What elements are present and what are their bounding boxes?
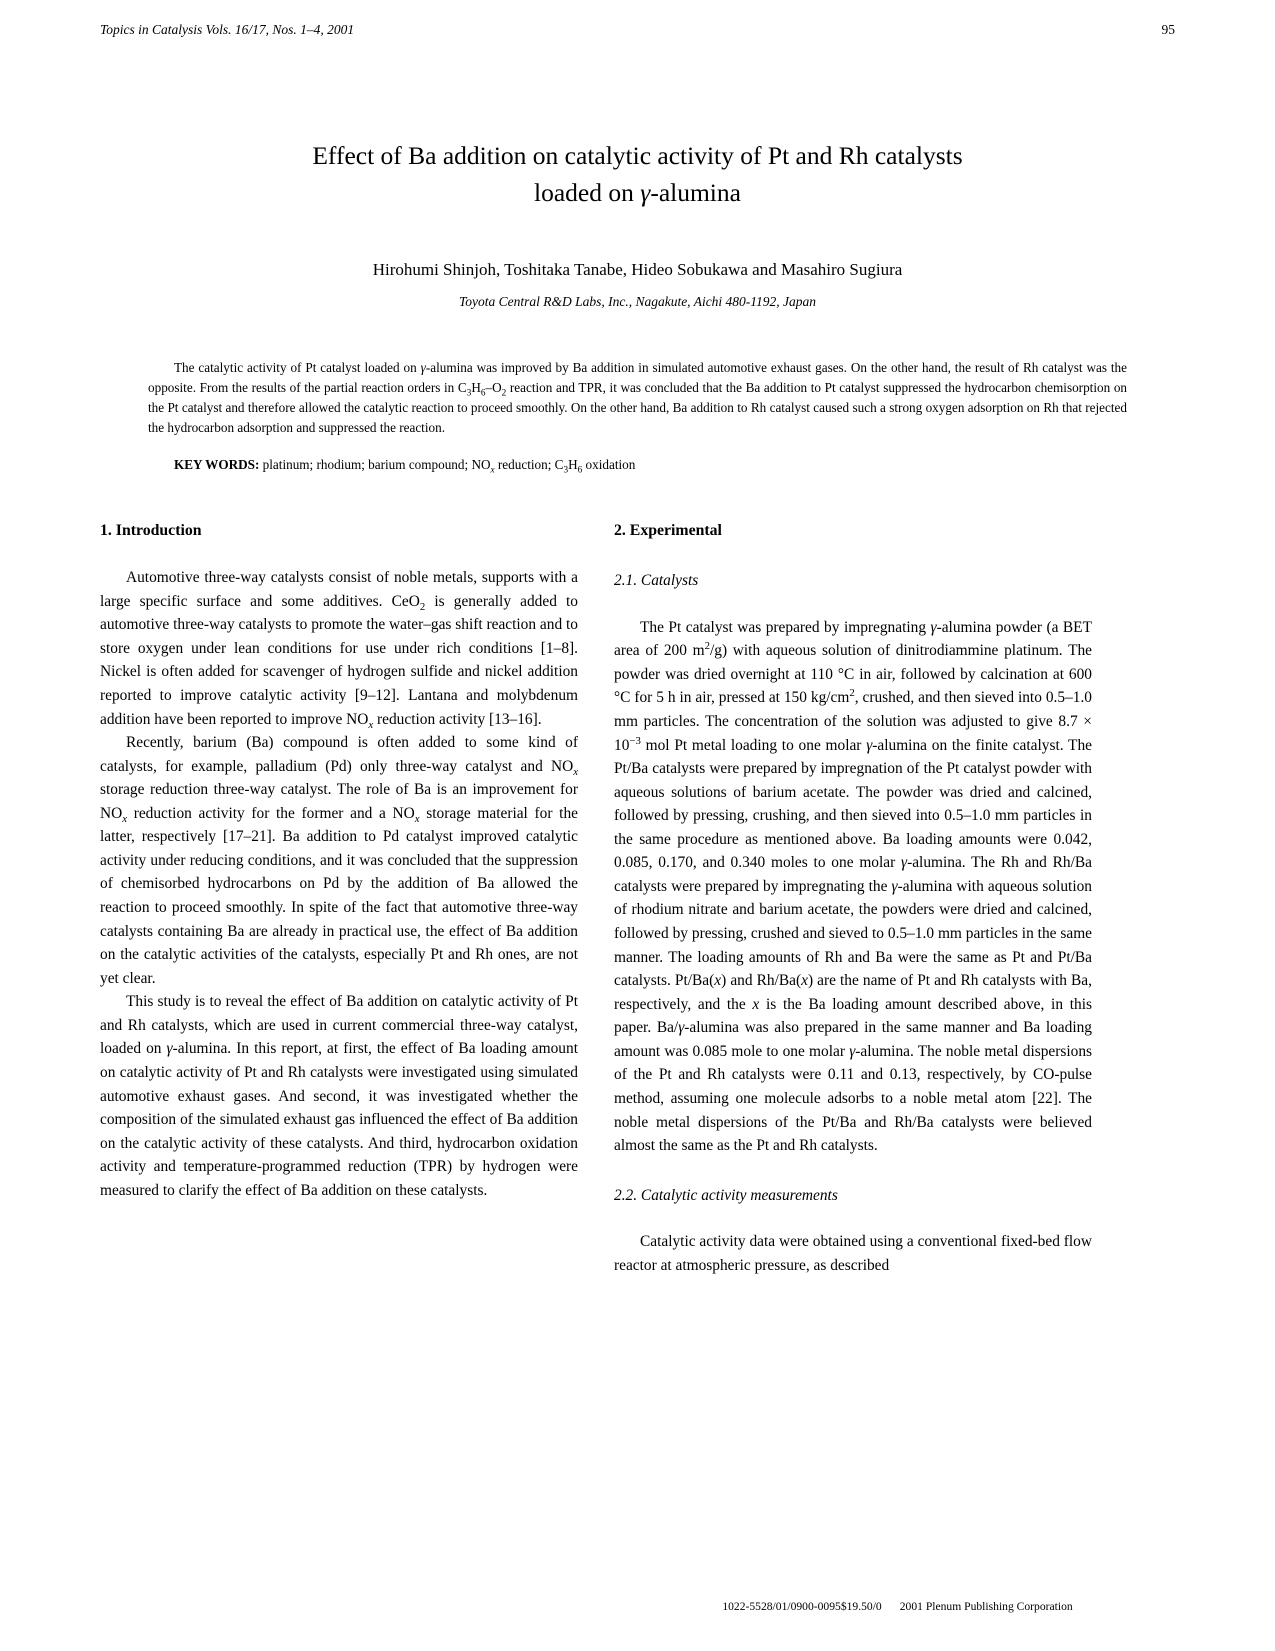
text-run: Recently, barium (Ba) compound is often added to some kind of catalysts, for example, palladium (Pd) only three-way catalyst and NO	[100, 734, 578, 775]
subsection-heading-catalysts: 2.1. Catalysts	[614, 572, 699, 590]
keywords-text-d: oxidation	[582, 457, 636, 473]
variable-x: x	[714, 972, 722, 990]
variable-x: x	[752, 995, 760, 1013]
text-run: storage reduction three-way catalyst. The role of Ba is an improvement for NO	[100, 781, 578, 822]
text-run: is the Ba loading amount described above, in this paper. Ba/	[614, 995, 1092, 1037]
text-run: -alumina. The noble metal dispersions of the Pt and Rh catalysts were 0.11 and 0.13, respectively, by CO-pulse method, assuming one molecule adsorbs to a noble metal atom [22]. The noble metal dispersions of the Pt/Ba and Rh/Ba catalysts were believed almost the same as the Pt and Rh catalysts.	[614, 1042, 1093, 1155]
page-title	[140, 138, 1135, 212]
text-run: Automotive three-way catalysts consist of noble metals, supports with a large specific surface and some additives. CeO	[100, 569, 578, 610]
text-run: -alumina powder (a BET area of 200 m	[614, 618, 1092, 660]
page-number: 95	[1161, 22, 1175, 37]
text-run: This study is to reveal the effect of Ba addition on catalytic activity of Pt and Rh catalysts, which are used in current commercial three-way catalyst, loaded on	[100, 993, 578, 1058]
keywords	[148, 455, 1127, 475]
issn-line: 1022-5528/01/0900-0095$19.50/0	[722, 1600, 882, 1613]
title-line-2-suffix: -alumina	[650, 177, 741, 207]
right-column	[614, 519, 1092, 1277]
text-run: ) are the name of Pt and Rh catalysts with Ba, respectively, and the	[614, 972, 1092, 1013]
abstract-text-d: –O	[485, 380, 502, 395]
publisher-line: 2001 Plenum Publishing Corporation	[899, 1600, 1073, 1613]
left-column	[100, 519, 578, 1277]
text-run: -alumina on the finite catalyst. The Pt/Ba catalysts were prepared by impregnation of the Pt catalyst powder with aqueous solutions of barium acetate. The powder was dried and calcined, followed by pressing, crushing, and then sieved into 0.5–1.0 mm particles in the same procedure as mentioned above. Ba loading amounts were 0.042, 0.085, 0.170, and 0.340 moles to one molar	[614, 736, 1092, 872]
abstract-text-a: The catalytic activity of Pt catalyst loaded on	[174, 359, 421, 375]
subscript-6: 6	[480, 387, 486, 398]
text-run: The Pt catalyst was prepared by impregnating	[640, 618, 931, 636]
paragraph	[100, 566, 578, 731]
gamma-symbol: γ	[420, 359, 426, 375]
subscript-x: x	[490, 464, 495, 475]
section-heading-experimental: 2. Experimental	[614, 521, 722, 539]
abstract-text-c: H	[471, 380, 481, 395]
text-run: , crushed, and then sieved into 0.5–1.0 mm particles. The concentration of the solution was adjusted to give 8.7 × 10	[614, 689, 1092, 754]
subscript-3: 3	[466, 387, 472, 398]
title-line-2-prefix: loaded on	[534, 177, 641, 207]
keywords-text-c: H	[568, 457, 578, 473]
text-run: is generally added to automotive three-way catalysts to promote the water–gas shift reaction and to store oxygen under lean conditions for use under rich conditions [1–8]. Nickel is often added for scavenger of hydrogen sulfide and nickel addition reported to improve catalytic activity [9–12]. Lantana and molybdenum addition have been reported to improve NO	[100, 592, 578, 728]
affiliation: Toyota Central R&D Labs, Inc., Nagakute, Aichi 480-1192, Japan	[458, 293, 817, 309]
text-run: -alumina was also prepared in the same manner and Ba loading amount was 0.085 mole to one molar	[614, 1019, 1092, 1060]
keywords-text-a: platinum; rhodium; barium compound; NO	[259, 457, 491, 473]
subscript-x: x	[368, 718, 374, 731]
subscript-2: 2	[501, 387, 507, 398]
author-list: Hirohumi Shinjoh, Toshitaka Tanabe, Hideo Sobukawa and Masahiro Sugiura	[372, 259, 903, 279]
superscript-minus-3: −3	[629, 734, 641, 747]
text-run: ) and Rh/Ba(	[721, 972, 802, 990]
section-heading-introduction: 1. Introduction	[100, 521, 202, 539]
running-head	[100, 22, 1175, 38]
gamma-symbol: γ	[849, 1042, 856, 1060]
text-run: -alumina. In this report, at first, the effect of Ba loading amount on catalytic activity of Pt and Rh catalysts were investigated using simulated automotive exhaust gases. And second, it was investigated whether the composition of the simulated exhaust gas influenced the effect of Ba addition on the catalytic activity of these catalysts. And third, hydrocarbon oxidation activity and temperature-programmed reduction (TPR) by hydrogen were measured to clarify the effect of Ba addition on these catalysts.	[100, 1040, 578, 1199]
subscript-2: 2	[419, 600, 426, 613]
gamma-symbol: γ	[640, 177, 651, 207]
text-run: reduction activity for the former and a NO	[127, 804, 415, 822]
subscript-x: x	[573, 765, 578, 778]
paragraph	[100, 990, 578, 1202]
gamma-symbol: γ	[678, 1019, 685, 1037]
subscript-6: 6	[577, 464, 583, 475]
subsection-heading-activity-measurements: 2.2. Catalytic activity measurements	[614, 1186, 838, 1204]
keywords-label: KEY WORDS:	[174, 457, 260, 473]
body-columns	[100, 519, 1175, 1277]
text-run: -alumina. The Rh and Rh/Ba catalysts were prepared by impregnating the	[614, 854, 1092, 895]
text-run: -alumina with aqueous solution of rhodium nitrate and barium acetate, the powders were dried and calcined, followed by pressing, crushed and sieved to 0.5–1.0 mm particles in the same manner. The loading amounts of Rh and Ba were the same as Pt and Pt/Ba catalysts. Pt/Ba(	[614, 877, 1092, 990]
journal-citation: Topics in Catalysis Vols. 16/17, Nos. 1–4, 2001	[100, 22, 355, 37]
text-run: /g) with aqueous solution of dinitrodiammine platinum. The powder was dried overnight at 110 °C in air, followed by calcination at 600 °C for 5 h in air, pressed at 150 kg/cm	[614, 642, 1093, 707]
text-run: mol Pt metal loading to one molar	[640, 736, 867, 754]
paragraph	[614, 616, 1092, 1158]
paragraph: Catalytic activity data were obtained using a conventional fixed-bed flow reactor at atmospheric pressure, as described	[614, 1233, 1092, 1274]
text-run: reduction activity [13–16].	[373, 710, 542, 728]
subscript-x: x	[122, 812, 128, 825]
abstract-paragraph	[148, 358, 1127, 438]
subscript-3: 3	[563, 464, 569, 475]
subscript-x: x	[414, 812, 420, 825]
gamma-symbol: γ	[866, 736, 873, 754]
paragraph	[100, 731, 578, 990]
abstract-text-e: reaction and TPR, it was concluded that the Ba addition to Pt catalyst suppressed the hydrocarbon chemisorption on the Pt catalyst and therefore allowed the catalytic reaction to proceed smoothly. On the other hand, Ba addition to Rh catalyst caused such a strong oxygen adsorption on Rh that rejected the hydrocarbon adsorption and suppressed the reaction.	[148, 380, 1128, 436]
gamma-symbol: γ	[901, 854, 908, 872]
title-line-1: Effect of Ba addition on catalytic activity of Pt and Rh catalysts	[312, 141, 963, 170]
variable-x: x	[801, 972, 808, 990]
gamma-symbol: γ	[166, 1040, 173, 1058]
gamma-symbol: γ	[891, 877, 898, 895]
superscript-2: 2	[704, 640, 710, 653]
abstract-text-b: -alumina was improved by Ba addition in simulated automotive exhaust gases. On the other hand, the result of Rh catalyst was the opposite. From the results of the partial reaction orders in C	[148, 359, 1127, 395]
keywords-text-b: reduction; C	[494, 457, 564, 473]
gamma-symbol: γ	[930, 618, 937, 636]
abstract	[148, 358, 1127, 438]
superscript-2: 2	[849, 687, 855, 700]
text-run: storage material for the latter, respectively [17–21]. Ba addition to Pd catalyst improved catalytic activity under reducing conditions, and it was concluded that the suppression of chemisorbed hydrocarbons on Pd by the addition of Ba allowed the reaction to proceed smoothly. In spite of the fact that automotive three-way catalysts containing Ba are already in practical use, the effect of Ba addition on the catalytic activities of the catalysts, especially Pt and Rh ones, are not yet clear.	[100, 804, 578, 987]
footer	[0, 1600, 1275, 1613]
